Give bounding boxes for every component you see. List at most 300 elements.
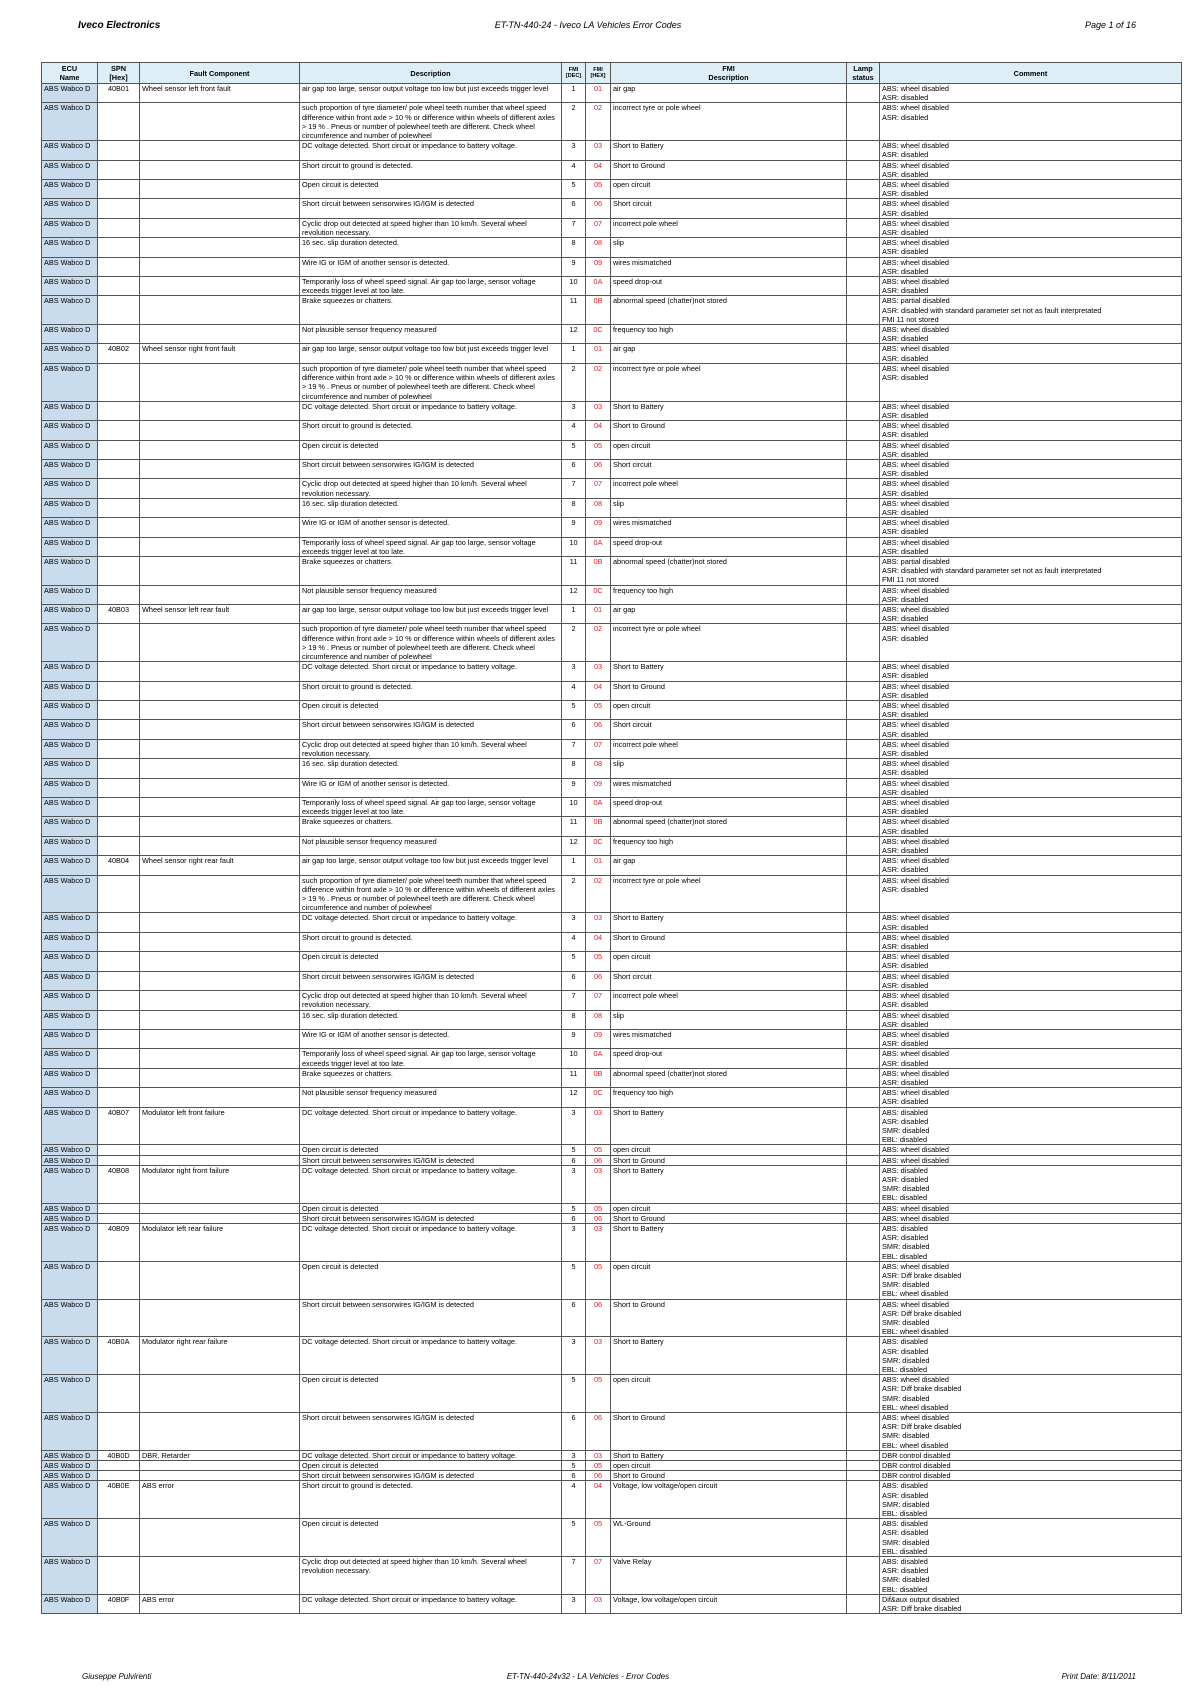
- table-row: [42, 537, 1182, 556]
- fmi-hex-cell: 02: [586, 363, 611, 401]
- table-row: [42, 1203, 1182, 1213]
- lamp-status-cell: [847, 701, 880, 720]
- fmi-dec-cell: 3: [562, 141, 586, 160]
- comment-cell: ABS: wheel disabled ASR: disabled: [880, 1068, 1182, 1087]
- ecu-name-cell: ABS Wabco D: [42, 1165, 98, 1203]
- fmi-description-cell: Short to Battery: [611, 1165, 847, 1203]
- header-document-title: ET-TN-440-24 - Iveco LA Vehicles Error Codes: [494, 20, 682, 30]
- fault-component-cell: [140, 498, 300, 517]
- table-row: [42, 103, 1182, 141]
- footer-document-id: ET-TN-440-24v32 - LA Vehicles - Error Codes: [506, 1672, 670, 1681]
- fmi-description-cell: wires mismatched: [611, 518, 847, 537]
- table-row: [42, 1557, 1182, 1595]
- fmi-hex-cell: 02: [586, 875, 611, 913]
- table-row: [42, 1299, 1182, 1337]
- ecu-name-cell: ABS Wabco D: [42, 778, 98, 797]
- fmi-description-cell: Short to Ground: [611, 1155, 847, 1165]
- fmi-dec-cell: 3: [562, 401, 586, 420]
- table-row: [42, 604, 1182, 623]
- spn-cell: [98, 1068, 140, 1087]
- table-row: [42, 498, 1182, 517]
- table-row: [42, 160, 1182, 179]
- ecu-name-cell: ABS Wabco D: [42, 84, 98, 103]
- description-cell: Not plausible sensor frequency measured: [300, 585, 562, 604]
- comment-cell: DBR control disabled: [880, 1471, 1182, 1481]
- ecu-name-cell: ABS Wabco D: [42, 1068, 98, 1087]
- lamp-status-cell: [847, 257, 880, 276]
- description-cell: Cyclic drop out detected at speed higher than 10 km/h. Several wheel revolution necessary.: [300, 1557, 562, 1595]
- fault-component-cell: [140, 1213, 300, 1223]
- ecu-name-cell: ABS Wabco D: [42, 624, 98, 662]
- spn-cell: [98, 479, 140, 498]
- lamp-status-cell: [847, 1261, 880, 1299]
- table-row: [42, 1010, 1182, 1029]
- lamp-status-cell: [847, 624, 880, 662]
- fmi-description-cell: Short to Ground: [611, 1471, 847, 1481]
- fmi-dec-cell: 11: [562, 296, 586, 325]
- spn-cell: [98, 401, 140, 420]
- fmi-hex-cell: 0A: [586, 537, 611, 556]
- fault-component-cell: [140, 218, 300, 237]
- ecu-name-cell: ABS Wabco D: [42, 199, 98, 218]
- comment-cell: DBR control disabled: [880, 1450, 1182, 1460]
- spn-cell: [98, 1299, 140, 1337]
- ecu-name-cell: ABS Wabco D: [42, 1413, 98, 1451]
- spn-cell: [98, 199, 140, 218]
- fmi-description-cell: Short to Battery: [611, 141, 847, 160]
- lamp-status-cell: [847, 440, 880, 459]
- fmi-hex-cell: 05: [586, 701, 611, 720]
- description-cell: Open circuit is detected: [300, 952, 562, 971]
- ecu-name-cell: ABS Wabco D: [42, 257, 98, 276]
- description-cell: Short circuit to ground is detected.: [300, 160, 562, 179]
- table-row: [42, 296, 1182, 325]
- table-row: [42, 1481, 1182, 1519]
- fmi-description-cell: Voltage, low voltage/open circuit: [611, 1594, 847, 1613]
- fault-component-cell: DBR, Retarder: [140, 1450, 300, 1460]
- comment-cell: ABS: wheel disabled ASR: disabled: [880, 479, 1182, 498]
- comment-cell: ABS: wheel disabled ASR: disabled: [880, 971, 1182, 990]
- description-cell: Short circuit to ground is detected.: [300, 681, 562, 700]
- description-cell: 16 sec. slip duration detected.: [300, 1010, 562, 1029]
- fmi-dec-cell: 8: [562, 238, 586, 257]
- lamp-status-cell: [847, 720, 880, 739]
- comment-cell: ABS: wheel disabled ASR: disabled: [880, 257, 1182, 276]
- spn-cell: [98, 662, 140, 681]
- fmi-description-cell: abnormal speed (chatter)not stored: [611, 556, 847, 585]
- table-row: [42, 325, 1182, 344]
- fmi-description-cell: WL-Ground: [611, 1519, 847, 1557]
- description-cell: Open circuit is detected: [300, 1145, 562, 1155]
- spn-cell: [98, 1088, 140, 1107]
- spn-cell: [98, 1155, 140, 1165]
- spn-cell: [98, 556, 140, 585]
- error-codes-table: [41, 62, 1182, 1614]
- fault-component-cell: [140, 952, 300, 971]
- fmi-description-cell: frequency too high: [611, 836, 847, 855]
- lamp-status-cell: [847, 991, 880, 1010]
- fmi-description-cell: air gap: [611, 344, 847, 363]
- fault-component-cell: [140, 1145, 300, 1155]
- fmi-hex-cell: 05: [586, 1261, 611, 1299]
- comment-cell: ABS: disabled ASR: disabled SMR: disabled EBL: disabled: [880, 1337, 1182, 1375]
- ecu-name-cell: ABS Wabco D: [42, 1337, 98, 1375]
- lamp-status-cell: [847, 681, 880, 700]
- fmi-dec-cell: 1: [562, 344, 586, 363]
- fmi-hex-cell: 0C: [586, 585, 611, 604]
- fmi-description-cell: open circuit: [611, 1203, 847, 1213]
- fmi-hex-cell: 04: [586, 160, 611, 179]
- comment-cell: ABS: wheel disabled ASR: disabled: [880, 498, 1182, 517]
- comment-cell: ABS: wheel disabled ASR: disabled: [880, 913, 1182, 932]
- ecu-name-cell: ABS Wabco D: [42, 363, 98, 401]
- description-cell: Short circuit between sensorwires IG/IGM is detected: [300, 1213, 562, 1223]
- ecu-name-cell: ABS Wabco D: [42, 1450, 98, 1460]
- fault-component-cell: [140, 518, 300, 537]
- fmi-description-cell: open circuit: [611, 1145, 847, 1155]
- lamp-status-cell: [847, 141, 880, 160]
- fmi-hex-cell: 06: [586, 1213, 611, 1223]
- fmi-dec-cell: 4: [562, 932, 586, 951]
- fmi-description-cell: incorrect tyre or pole wheel: [611, 363, 847, 401]
- fmi-hex-cell: 07: [586, 479, 611, 498]
- fault-component-cell: ABS error: [140, 1594, 300, 1613]
- fmi-hex-cell: 08: [586, 1010, 611, 1029]
- fmi-dec-cell: 6: [562, 720, 586, 739]
- fmi-dec-cell: 3: [562, 662, 586, 681]
- fault-component-cell: [140, 662, 300, 681]
- lamp-status-cell: [847, 1519, 880, 1557]
- ecu-name-cell: ABS Wabco D: [42, 1049, 98, 1068]
- ecu-name-cell: ABS Wabco D: [42, 1029, 98, 1048]
- comment-cell: ABS: wheel disabled: [880, 1155, 1182, 1165]
- fault-component-cell: [140, 1010, 300, 1029]
- ecu-name-cell: ABS Wabco D: [42, 875, 98, 913]
- lamp-status-cell: [847, 537, 880, 556]
- comment-cell: ABS: wheel disabled ASR: disabled: [880, 1049, 1182, 1068]
- fault-component-cell: [140, 421, 300, 440]
- comment-cell: ABS: wheel disabled ASR: disabled: [880, 701, 1182, 720]
- ecu-name-cell: ABS Wabco D: [42, 141, 98, 160]
- fault-component-cell: [140, 585, 300, 604]
- fmi-hex-cell: 0B: [586, 296, 611, 325]
- fmi-hex-cell: 06: [586, 971, 611, 990]
- fault-component-cell: [140, 739, 300, 758]
- spn-cell: [98, 1213, 140, 1223]
- fmi-hex-cell: 09: [586, 518, 611, 537]
- ecu-name-cell: ABS Wabco D: [42, 401, 98, 420]
- comment-cell: ABS: wheel disabled ASR: disabled: [880, 604, 1182, 623]
- ecu-name-cell: ABS Wabco D: [42, 277, 98, 296]
- spn-cell: [98, 1010, 140, 1029]
- lamp-status-cell: [847, 1594, 880, 1613]
- fmi-hex-cell: 06: [586, 199, 611, 218]
- lamp-status-cell: [847, 199, 880, 218]
- lamp-status-cell: [847, 952, 880, 971]
- lamp-status-cell: [847, 913, 880, 932]
- fmi-hex-cell: 01: [586, 84, 611, 103]
- table-row: [42, 739, 1182, 758]
- fmi-hex-cell: 03: [586, 1165, 611, 1203]
- ecu-name-cell: ABS Wabco D: [42, 1223, 98, 1261]
- spn-cell: [98, 1049, 140, 1068]
- lamp-status-cell: [847, 604, 880, 623]
- fault-component-cell: [140, 720, 300, 739]
- fault-component-cell: [140, 836, 300, 855]
- description-cell: Short circuit to ground is detected.: [300, 932, 562, 951]
- description-cell: DC voltage detected. Short circuit or impedance to battery voltage.: [300, 401, 562, 420]
- table-row: [42, 141, 1182, 160]
- description-cell: Open circuit is detected: [300, 701, 562, 720]
- fmi-dec-cell: 4: [562, 1481, 586, 1519]
- fmi-description-cell: air gap: [611, 856, 847, 875]
- fmi-description-cell: incorrect pole wheel: [611, 991, 847, 1010]
- comment-cell: ABS: wheel disabled ASR: disabled: [880, 344, 1182, 363]
- lamp-status-cell: [847, 401, 880, 420]
- fault-component-cell: [140, 932, 300, 951]
- fmi-dec-cell: 5: [562, 952, 586, 971]
- spn-cell: [98, 277, 140, 296]
- lamp-status-cell: [847, 1413, 880, 1451]
- fmi-dec-cell: 9: [562, 1029, 586, 1048]
- fmi-description-cell: frequency too high: [611, 1088, 847, 1107]
- spn-cell: [98, 759, 140, 778]
- fmi-dec-cell: 7: [562, 991, 586, 1010]
- description-cell: Short circuit between sensorwires IG/IGM is detected: [300, 1413, 562, 1451]
- description-cell: Cyclic drop out detected at speed higher than 10 km/h. Several wheel revolution necessary.: [300, 739, 562, 758]
- ecu-name-cell: ABS Wabco D: [42, 971, 98, 990]
- table-row: [42, 856, 1182, 875]
- fault-component-cell: [140, 556, 300, 585]
- description-cell: Short circuit between sensorwires IG/IGM is detected: [300, 1299, 562, 1337]
- table-row: [42, 1519, 1182, 1557]
- fmi-dec-cell: 5: [562, 1261, 586, 1299]
- spn-cell: [98, 817, 140, 836]
- ecu-name-cell: ABS Wabco D: [42, 836, 98, 855]
- comment-cell: ABS: wheel disabled ASR: disabled: [880, 1029, 1182, 1048]
- description-cell: 16 sec. slip duration detected.: [300, 759, 562, 778]
- table-row: [42, 257, 1182, 276]
- fmi-hex-cell: 0A: [586, 1049, 611, 1068]
- table-row: [42, 1594, 1182, 1613]
- description-cell: DC voltage detected. Short circuit or impedance to battery voltage.: [300, 1450, 562, 1460]
- comment-cell: ABS: wheel disabled ASR: disabled: [880, 199, 1182, 218]
- lamp-status-cell: [847, 1557, 880, 1595]
- description-cell: air gap too large, sensor output voltage too low but just exceeds trigger level: [300, 604, 562, 623]
- table-row: [42, 199, 1182, 218]
- fmi-hex-cell: 01: [586, 344, 611, 363]
- fmi-dec-cell: 2: [562, 363, 586, 401]
- ecu-name-cell: ABS Wabco D: [42, 759, 98, 778]
- fmi-description-cell: incorrect tyre or pole wheel: [611, 103, 847, 141]
- ecu-name-cell: ABS Wabco D: [42, 537, 98, 556]
- fault-component-cell: [140, 277, 300, 296]
- fmi-dec-cell: 12: [562, 585, 586, 604]
- header-company: Iveco Electronics: [78, 20, 161, 31]
- lamp-status-cell: [847, 1213, 880, 1223]
- lamp-status-cell: [847, 1375, 880, 1413]
- spn-cell: [98, 1471, 140, 1481]
- description-cell: Brake squeezes or chatters.: [300, 817, 562, 836]
- fmi-hex-cell: 05: [586, 180, 611, 199]
- lamp-status-cell: [847, 875, 880, 913]
- fault-component-cell: [140, 141, 300, 160]
- description-cell: Short circuit between sensorwires IG/IGM is detected: [300, 720, 562, 739]
- description-cell: Open circuit is detected: [300, 1203, 562, 1213]
- fmi-dec-cell: 12: [562, 836, 586, 855]
- fmi-hex-cell: 05: [586, 1461, 611, 1471]
- comment-cell: ABS: wheel disabled ASR: disabled: [880, 218, 1182, 237]
- fmi-hex-cell: 0C: [586, 325, 611, 344]
- spn-cell: 40B0A: [98, 1337, 140, 1375]
- lamp-status-cell: [847, 759, 880, 778]
- lamp-status-cell: [847, 1010, 880, 1029]
- description-cell: Short circuit to ground is detected.: [300, 1481, 562, 1519]
- fault-component-cell: [140, 1375, 300, 1413]
- fmi-description-cell: frequency too high: [611, 585, 847, 604]
- description-cell: Not plausible sensor frequency measured: [300, 1088, 562, 1107]
- lamp-status-cell: [847, 1337, 880, 1375]
- fault-component-cell: [140, 971, 300, 990]
- fmi-description-cell: abnormal speed (chatter)not stored: [611, 296, 847, 325]
- fmi-dec-cell: 7: [562, 739, 586, 758]
- lamp-status-cell: [847, 1471, 880, 1481]
- lamp-status-cell: [847, 498, 880, 517]
- ecu-name-cell: ABS Wabco D: [42, 1010, 98, 1029]
- table-row: [42, 180, 1182, 199]
- lamp-status-cell: [847, 277, 880, 296]
- ecu-name-cell: ABS Wabco D: [42, 952, 98, 971]
- fmi-hex-cell: 09: [586, 778, 611, 797]
- fmi-description-cell: air gap: [611, 604, 847, 623]
- fmi-description-cell: incorrect tyre or pole wheel: [611, 875, 847, 913]
- ecu-name-cell: ABS Wabco D: [42, 1203, 98, 1213]
- fmi-hex-cell: 04: [586, 1481, 611, 1519]
- comment-cell: ABS: wheel disabled ASR: disabled: [880, 836, 1182, 855]
- fault-component-cell: Modulator left front failure: [140, 1107, 300, 1145]
- lamp-status-cell: [847, 84, 880, 103]
- lamp-status-cell: [847, 971, 880, 990]
- spn-cell: [98, 701, 140, 720]
- description-cell: DC voltage detected. Short circuit or impedance to battery voltage.: [300, 1165, 562, 1203]
- fault-component-cell: [140, 778, 300, 797]
- ecu-name-cell: ABS Wabco D: [42, 662, 98, 681]
- spn-cell: [98, 585, 140, 604]
- description-cell: such proportion of tyre diameter/ pole wheel teeth number that wheel speed difference within front axle > 10 % or difference within wheels of different axles > 19 % . Pneus or number of polewheel teeth are different. Check wheel circumference and number of polewheel: [300, 875, 562, 913]
- fmi-hex-cell: 08: [586, 759, 611, 778]
- fmi-dec-cell: 3: [562, 1450, 586, 1460]
- col-header-fault-component: Fault Component: [140, 63, 300, 84]
- description-cell: Open circuit is detected: [300, 1261, 562, 1299]
- description-cell: Wire IG or IGM of another sensor is detected.: [300, 518, 562, 537]
- fault-component-cell: [140, 401, 300, 420]
- fault-component-cell: [140, 1461, 300, 1471]
- ecu-name-cell: ABS Wabco D: [42, 1299, 98, 1337]
- comment-cell: ABS: wheel disabled ASR: disabled: [880, 180, 1182, 199]
- comment-cell: ABS: wheel disabled ASR: disabled: [880, 875, 1182, 913]
- comment-cell: DBR control disabled: [880, 1461, 1182, 1471]
- table-row: [42, 798, 1182, 817]
- description-cell: Temporarily loss of wheel speed signal. Air gap too large, sensor voltage exceeds trigger level at too late.: [300, 798, 562, 817]
- fmi-hex-cell: 03: [586, 662, 611, 681]
- fmi-hex-cell: 01: [586, 856, 611, 875]
- description-cell: 16 sec. slip duration detected.: [300, 498, 562, 517]
- fault-component-cell: [140, 1155, 300, 1165]
- table-row: [42, 662, 1182, 681]
- spn-cell: [98, 421, 140, 440]
- fault-component-cell: [140, 459, 300, 478]
- fault-component-cell: [140, 1029, 300, 1048]
- fmi-hex-cell: 07: [586, 991, 611, 1010]
- description-cell: Short circuit between sensorwires IG/IGM is detected: [300, 1155, 562, 1165]
- table-row: [42, 556, 1182, 585]
- table-row: [42, 1213, 1182, 1223]
- table-row: [42, 479, 1182, 498]
- lamp-status-cell: [847, 421, 880, 440]
- ecu-name-cell: ABS Wabco D: [42, 1375, 98, 1413]
- description-cell: Brake squeezes or chatters.: [300, 556, 562, 585]
- table-row: [42, 1337, 1182, 1375]
- fmi-dec-cell: 1: [562, 604, 586, 623]
- table-row: [42, 1461, 1182, 1471]
- fmi-hex-cell: 0B: [586, 817, 611, 836]
- fault-component-cell: [140, 103, 300, 141]
- comment-cell: ABS: disabled ASR: disabled SMR: disabled EBL: disabled: [880, 1519, 1182, 1557]
- lamp-status-cell: [847, 325, 880, 344]
- table-row: [42, 817, 1182, 836]
- description-cell: DC voltage detected. Short circuit or impedance to battery voltage.: [300, 1107, 562, 1145]
- fmi-description-cell: frequency too high: [611, 325, 847, 344]
- comment-cell: ABS: wheel disabled ASR: disabled: [880, 518, 1182, 537]
- ecu-name-cell: ABS Wabco D: [42, 604, 98, 623]
- page-header: [40, 20, 1136, 34]
- fmi-dec-cell: 6: [562, 1155, 586, 1165]
- fmi-dec-cell: 11: [562, 556, 586, 585]
- fmi-hex-cell: 01: [586, 604, 611, 623]
- fmi-hex-cell: 05: [586, 1203, 611, 1213]
- spn-cell: [98, 180, 140, 199]
- table-row: [42, 277, 1182, 296]
- fmi-description-cell: Short circuit: [611, 199, 847, 218]
- ecu-name-cell: ABS Wabco D: [42, 1594, 98, 1613]
- lamp-status-cell: [847, 932, 880, 951]
- table-row: [42, 401, 1182, 420]
- comment-cell: ABS: disabled ASR: disabled SMR: disabled EBL: disabled: [880, 1481, 1182, 1519]
- description-cell: Wire IG or IGM of another sensor is detected.: [300, 778, 562, 797]
- lamp-status-cell: [847, 778, 880, 797]
- ecu-name-cell: ABS Wabco D: [42, 720, 98, 739]
- description-cell: DC voltage detected. Short circuit or impedance to battery voltage.: [300, 1594, 562, 1613]
- fault-component-cell: Wheel sensor right front fault: [140, 344, 300, 363]
- ecu-name-cell: ABS Wabco D: [42, 739, 98, 758]
- fault-component-cell: Wheel sensor left rear fault: [140, 604, 300, 623]
- comment-cell: ABS: wheel disabled ASR: disabled: [880, 585, 1182, 604]
- fmi-description-cell: Voltage, low voltage/open circuit: [611, 1481, 847, 1519]
- fmi-dec-cell: 7: [562, 1557, 586, 1595]
- spn-cell: 40B02: [98, 344, 140, 363]
- table-row: [42, 913, 1182, 932]
- fmi-description-cell: Short to Battery: [611, 1337, 847, 1375]
- fmi-description-cell: speed drop-out: [611, 798, 847, 817]
- fmi-dec-cell: 5: [562, 1203, 586, 1213]
- ecu-name-cell: ABS Wabco D: [42, 1145, 98, 1155]
- fmi-dec-cell: 5: [562, 1145, 586, 1155]
- description-cell: DC voltage detected. Short circuit or impedance to battery voltage.: [300, 1337, 562, 1375]
- description-cell: such proportion of tyre diameter/ pole wheel teeth number that wheel speed difference within front axle > 10 % or difference within wheels of different axles > 19 % . Pneus or number of polewheel teeth are different. Check wheel circumference and number of polewheel: [300, 103, 562, 141]
- table-row: [42, 1068, 1182, 1087]
- comment-cell: ABS: wheel disabled ASR: disabled: [880, 277, 1182, 296]
- fmi-dec-cell: 8: [562, 498, 586, 517]
